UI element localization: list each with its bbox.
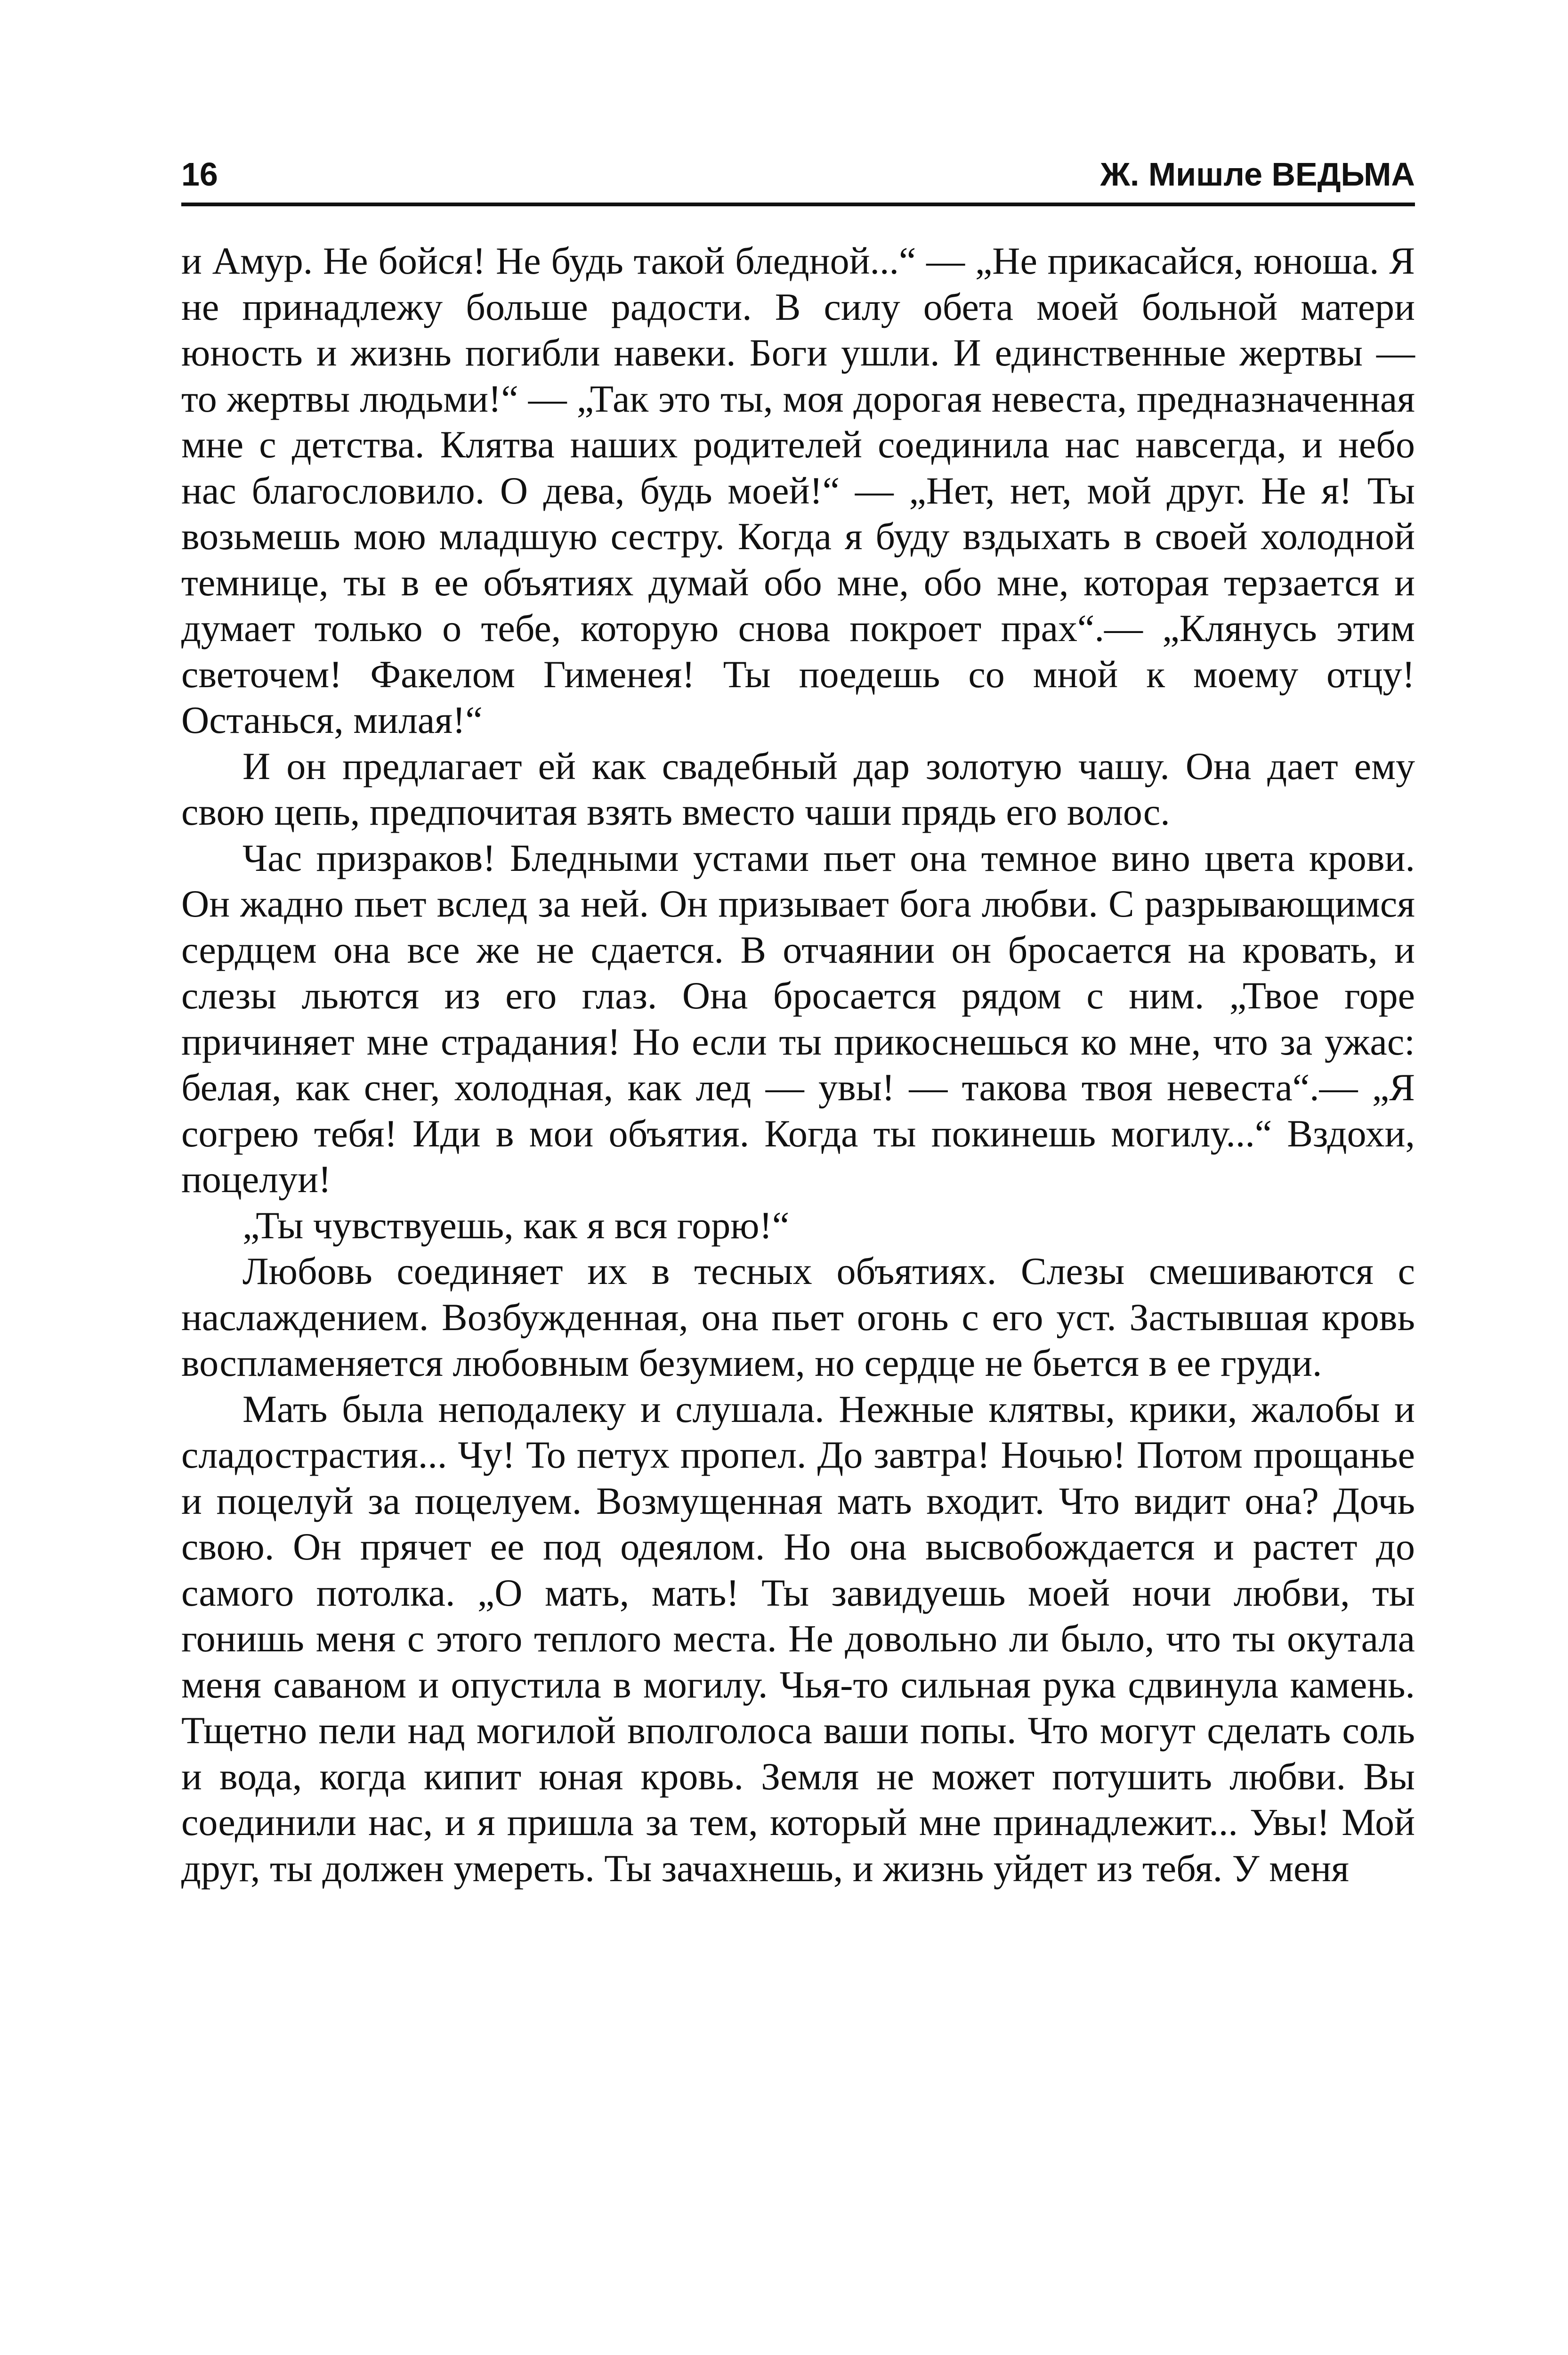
paragraph: Мать была неподалеку и слушала. Нежные клятвы, крики, жалобы и сладострастия... Чу! То петух пропел. До завтра! Ночью! Потом прощанье и поцелуй за поцелуем. Возмущенная мать входит. Что видит она? Дочь свою. Он прячет ее под одеялом. Но она высвобождается и растет до самого потолка. „О мать, мать! Ты завидуешь моей ночи любви, ты гонишь меня с этого теплого места. Не довольно ли было, что ты окутала меня саваном и опустила в могилу. Чья-то сильная рука сдвинула камень. Тщетно пели над могилой вполголоса ваши попы. Что могут сделать соль и вода, когда кипит юная кровь. Земля не может потушить любви. Вы соединили нас, и я пришла за тем, который мне принадлежит... Увы! Мой друг, ты должен умереть. Ты зачахнешь, и жизнь уйдет из тебя. У меня — [181, 1387, 1415, 1890]
header-rule — [181, 203, 1415, 206]
running-title: Ж. Мишле ВЕДЬМА — [1100, 156, 1415, 193]
paragraph: и Амур. Не бойся! Не будь такой бледной...“ — „Не прикасайся, юноша. Я не принадлежу больше радости. В силу обета моей больной матери юность и жизнь погибли навеки. Боги ушли. И единственные жертвы — то жертвы людьми!“ — „Так это ты, моя дорогая невеста, предназначенная мне с детства. Клятва наших родителей соединила нас навсегда, и небо нас благословило. О дева, будь моей!“ — „Нет, нет, мой друг. Не я! Ты возьмешь мою младшую сестру. Когда я буду вздыхать в своей холодной темнице, ты в ее объятиях думай обо мне, обо мне, которая терзается и думает только о тебе, которую снова покроет прах“.— „Клянусь этим светочем! Факелом Гименея! Ты поедешь со мной к моему отцу! Останься, милая!“ — [181, 239, 1415, 741]
page-number: 16 — [181, 156, 218, 193]
running-header — [181, 141, 1415, 193]
paragraph: И он предлагает ей как свадебный дар золотую чашу. Она дает ему свою цепь, предпочитая взять вместо чаши прядь его волос. — [181, 744, 1415, 833]
paragraph: Час призраков! Бледными устами пьет она темное вино цвета крови. Он жадно пьет вслед за ней. Он призывает бога любви. С разрывающимся сердцем она все же не сдается. В отчаянии он бросается на кровать, и слезы льются из его глаз. Она бросается рядом с ним. „Твое горе причиняет мне страдания! Но если ты прикоснешься ко мне, что за ужас: белая, как снег, холодная, как лед — увы! — такова твоя невеста“.— „Я согрею тебя! Иди в мои объятия. Когда ты покинешь могилу...“ Вздохи, поцелуи! — [181, 836, 1415, 1201]
paragraph: „Ты чувствуешь, как я вся горю!“ — [242, 1203, 790, 1247]
paragraph: Любовь соединяет их в тесных объятиях. Слезы смешиваются с наслаждением. Возбужденная, она пьет огонь с его уст. Застывшая кровь воспламеняется любовным безумием, но сердце не бьется в ее груди. — [181, 1250, 1415, 1384]
body-text — [181, 238, 1415, 1891]
